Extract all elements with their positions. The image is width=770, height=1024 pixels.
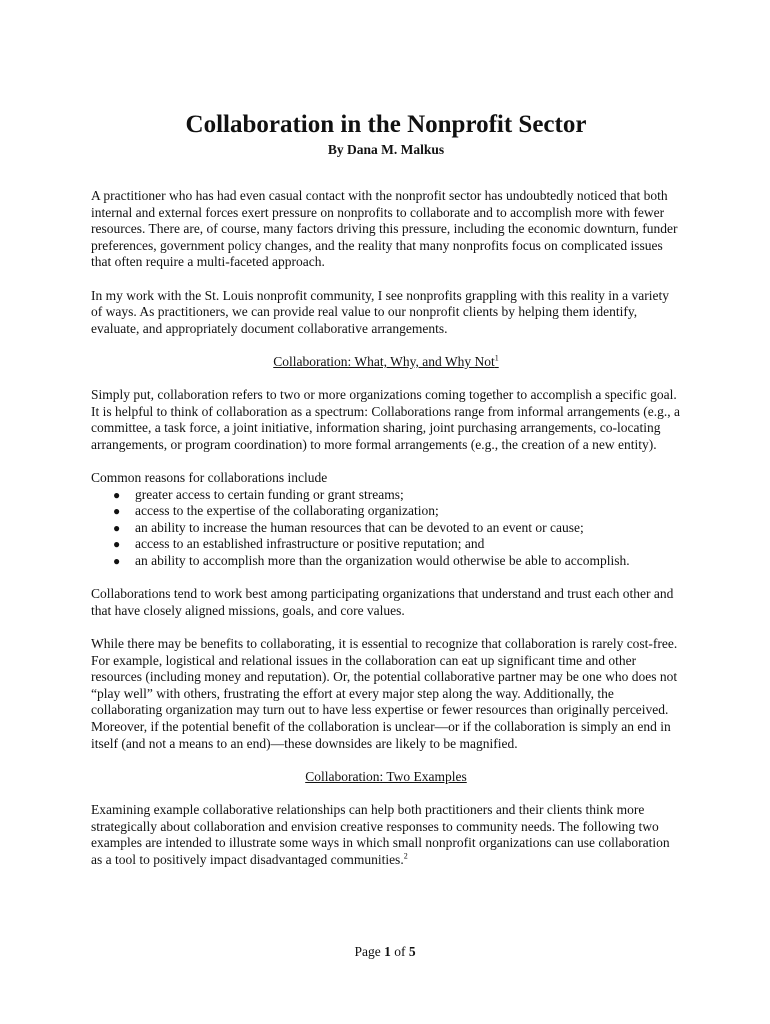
document-title: Collaboration in the Nonprofit Sector — [185, 111, 587, 138]
paragraph-examples — [91, 802, 681, 868]
bullet-icon: ● — [113, 487, 121, 502]
footer-of-word: of — [394, 944, 406, 959]
paragraph-st-louis: In my work with the St. Louis nonprofit community, I see nonprofits grappling with this reality in a variety of ways. As practitioners, we can provide real value to our nonprofit clients by helping them identify, evaluate, and appropriately document collaborative arrangements. — [91, 287, 670, 336]
bullet-icon: ● — [113, 504, 121, 519]
reasons-list — [91, 487, 681, 570]
section-heading-what-why — [91, 354, 681, 371]
page-footer — [0, 944, 770, 960]
list-item-text: access to the expertise of the collaborating organization; — [135, 503, 439, 519]
list-item-text: an ability to increase the human resources that can be devoted to an event or cause; — [135, 519, 584, 535]
bullet-icon: ● — [113, 554, 121, 569]
footnote-marker-2: 2 — [403, 851, 408, 861]
document-body — [91, 112, 681, 868]
paragraph-trust: Collaborations tend to work best among participating organizations that understand and trust each other and that have closely aligned missions, goals, and core values. — [91, 586, 674, 618]
paragraph-examples-text: Examining example collaborative relationships can help both practitioners and their clients think more strategically about collaboration and envision creative responses to community needs. The following two examples are intended to illustrate some ways in which small nonprofit organizations can use collaboration as a tool to positively impact disadvantaged communities. — [91, 801, 670, 867]
footnote-marker-1: 1 — [494, 353, 499, 363]
paragraph-costs: While there may be benefits to collaborating, it is essential to recognize that collaboration is rarely cost-free. For example, logistical and relational issues in the collaboration can eat up significant time and other resources (including money and reputation). Or, the potential collaborative partner may be one who does not “play well” with others, frustrating the effort at every major step along the way. Additionally, the collaborating organization may turn out to have less expertise or fewer resources than originally perceived. Moreover, if the potential benefit of the collaboration is unclear—or if the collaboration is simply an end in itself (and not a means to an end)—these downsides are likely to be magnified. — [91, 636, 678, 751]
bullet-icon: ● — [113, 520, 121, 535]
paragraph-definition: Simply put, collaboration refers to two or more organizations coming together to accomplish a specific goal. It is helpful to think of collaboration as a spectrum: Collaborations range from informal arrangements (e.g., a committee, a task force, a joint initiative, information sharing, joint purchasing arrangements, co-locating arrangements, or program coordination) to more formal arrangements (e.g., the creation of a new entity). — [91, 387, 680, 452]
list-item — [91, 536, 681, 553]
list-item-text: access to an established infrastructure or positive reputation; and — [135, 536, 485, 552]
list-item-text: an ability to accomplish more than the organization would otherwise be able to accomplish. — [135, 553, 630, 569]
list-item — [91, 503, 681, 520]
list-item — [91, 553, 681, 570]
list-item-text: greater access to certain funding or grant streams; — [135, 486, 404, 502]
bullet-icon: ● — [113, 537, 121, 552]
footer-total-pages: 5 — [408, 944, 416, 959]
footer-page-word: Page — [354, 944, 381, 959]
footer-current-page: 1 — [384, 944, 391, 959]
paragraph-intro: A practitioner who has had even casual contact with the nonprofit sector has undoubtedly noticed that both internal and external forces exert pressure on nonprofits to collaborate and to accomplish more with fewer resources. There are, of course, many factors driving this pressure, including the economic downturn, funder preferences, government policy changes, and the reality that many nonprofits focus on complicated issues that often require a multi-faceted approach. — [91, 188, 678, 270]
document-byline: By Dana M. Malkus — [327, 142, 445, 157]
list-item — [91, 520, 681, 537]
section-heading-what-why-text: Collaboration: What, Why, and Why Not — [273, 353, 495, 369]
section-heading-examples: Collaboration: Two Examples — [305, 768, 467, 784]
list-item — [91, 487, 681, 504]
list-intro: Common reasons for collaborations include — [91, 470, 328, 486]
